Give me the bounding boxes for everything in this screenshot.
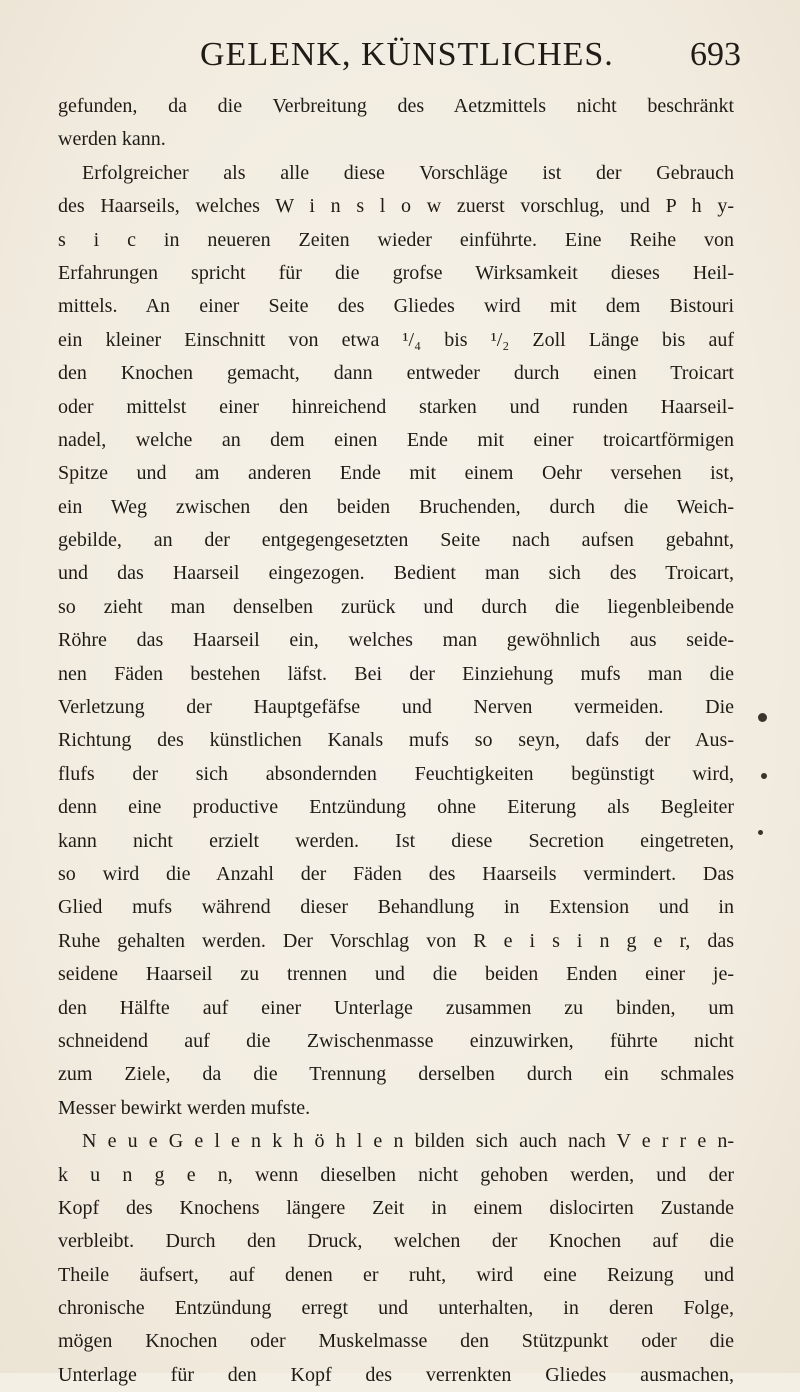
text-line: Spitze und am anderen Ende mit einem Oehr versehen ist,: [58, 462, 734, 485]
text-line: denn eine productive Entzündung ohne Eiterung als Begleiter: [58, 796, 734, 819]
text-line: so zieht man denselben zurück und durch die liegenbleibende: [58, 595, 734, 618]
text-line: nadel, welche an dem einen Ende mit einer troicartförmigen: [58, 428, 734, 451]
text-line: gefunden, da die Verbreitung des Aetzmittels nicht beschränkt: [58, 95, 734, 117]
text-line: Messer bewirkt werden mufste.: [58, 1096, 311, 1119]
text-line: nen Fäden bestehen läfst. Bei der Einziehung mufs man die: [58, 662, 734, 685]
text-line: Verletzung der Hauptgefäfse und Nerven vermeiden. Die: [58, 696, 734, 719]
text-line: werden kann.: [58, 128, 166, 151]
text-line: flufs der sich absondernden Feuchtigkeiten begünstigt wird,: [58, 762, 734, 785]
text-line: Röhre das Haarseil ein, welches man gewöhnlich aus seide-: [58, 629, 734, 652]
text-line: Unterlage für den Kopf des verrenkten Gliedes ausmachen,: [58, 1363, 734, 1386]
text-line: den Hälfte auf einer Unterlage zusammen zu binden, um: [58, 996, 734, 1019]
text-line: so wird die Anzahl der Fäden des Haarseils vermindert. Das: [58, 862, 734, 885]
text-line: Ruhe gehalten werden. Der Vorschlag von R e i s i n g e r, das: [58, 929, 734, 952]
text-line: Erfahrungen spricht für die grofse Wirksamkeit dieses Heil-: [58, 261, 734, 284]
text-line: oder mittelst einer hinreichend starken und runden Haarseil-: [58, 395, 734, 418]
text-line: zum Ziele, da die Trennung derselben durch ein schmales: [58, 1063, 734, 1086]
text-line: ein kleiner Einschnitt von etwa ¹/₄ bis ¹/₂ Zoll Länge bis auf: [58, 328, 734, 351]
text-line: ein Weg zwischen den beiden Bruchenden, durch die Weich-: [58, 495, 734, 518]
text-line: Richtung des künstlichen Kanals mufs so seyn, dafs der Aus-: [58, 729, 734, 752]
text-line: k u n g e n, wenn dieselben nicht gehoben werden, und der: [58, 1163, 734, 1186]
ink-speck: [758, 830, 763, 835]
text-line: Kopf des Knochens längere Zeit in einem dislocirten Zustande: [58, 1196, 734, 1219]
ink-speck: [758, 713, 767, 722]
text-line: des Haarseils, welches W i n s l o w zuerst vorschlug, und P h y-: [58, 195, 734, 218]
text-line: verbleibt. Durch den Druck, welchen der Knochen auf die: [58, 1230, 734, 1253]
text-line: Glied mufs während dieser Behandlung in Extension und in: [58, 896, 734, 919]
text-line: gebilde, an der entgegengesetzten Seite nach aufsen gebahnt,: [58, 529, 734, 552]
text-line: seidene Haarseil zu trennen und die beiden Enden einer je-: [58, 963, 734, 986]
text-line: Erfolgreicher als alle diese Vorschläge ist der Gebrauch: [82, 161, 734, 184]
text-line: chronische Entzündung erregt und unterhalten, in deren Folge,: [58, 1297, 734, 1320]
running-header: [0, 36, 800, 86]
page-number: 693: [690, 36, 741, 73]
text-line: mögen Knochen oder Muskelmasse den Stützpunkt oder die: [58, 1330, 734, 1353]
text-line: N e u e G e l e n k h ö h l e n bilden sich auch nach V e r r e n-: [82, 1130, 734, 1153]
ink-speck: [761, 773, 767, 779]
text-line: s i c in neueren Zeiten wieder einführte. Eine Reihe von: [58, 228, 734, 251]
text-line: schneidend auf die Zwischenmasse einzuwirken, führte nicht: [58, 1029, 734, 1052]
running-title: GELENK, KÜNSTLICHES.: [200, 36, 614, 73]
body-text: [58, 90, 734, 1392]
text-line: mittels. An einer Seite des Gliedes wird mit dem Bistouri: [58, 295, 734, 318]
text-line: Theile äufsert, auf denen er ruht, wird eine Reizung und: [58, 1263, 734, 1286]
text-line: kann nicht erzielt werden. Ist diese Secretion eingetreten,: [58, 829, 734, 852]
text-line: und das Haarseil eingezogen. Bedient man sich des Troicart,: [58, 562, 734, 585]
text-line: den Knochen gemacht, dann entweder durch einen Troicart: [58, 362, 734, 385]
